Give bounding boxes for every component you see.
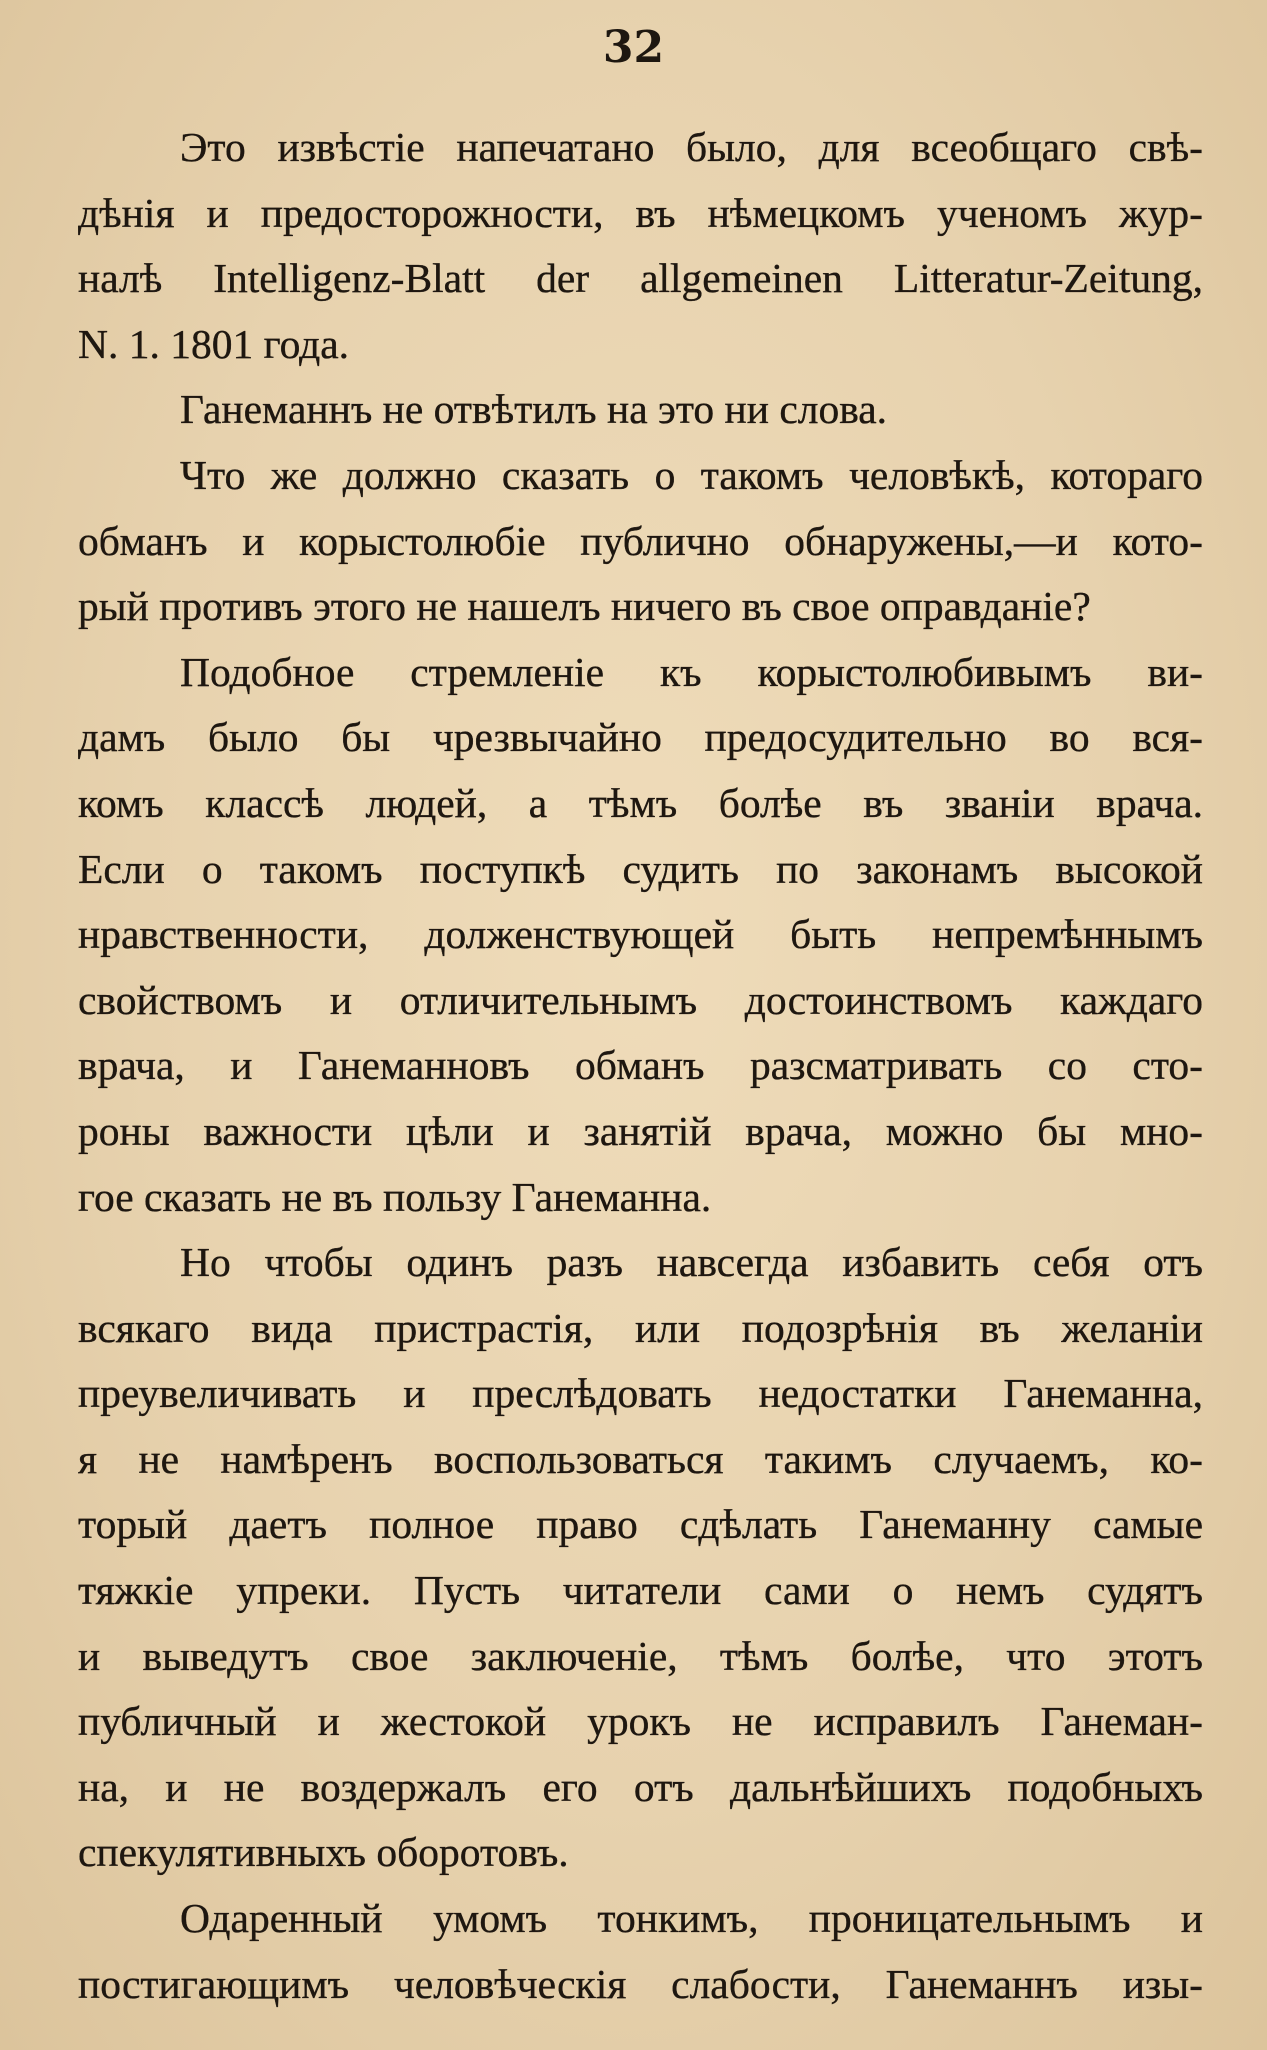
text-line: преувеличивать и преслѣдовать недостатки Ганеманна,	[78, 1370, 1203, 1417]
text-line: Подобное стремленіе къ корыстолюбивымъ ви-	[180, 648, 1203, 695]
text-line: Что же должно сказать о такомъ человѣкѣ, котораго	[180, 451, 1203, 498]
text-line: Одаренный умомъ тонкимъ, проницательнымъ и	[180, 1895, 1203, 1942]
text-line: Если о такомъ поступкѣ судить по законамъ высокой	[78, 845, 1203, 892]
text-line: врача, и Ганеманновъ обманъ разсматривать со сто-	[78, 1042, 1203, 1089]
page-number: 32	[602, 22, 665, 73]
text-line: и выведутъ свое заключеніе, тѣмъ болѣе, что этотъ	[78, 1632, 1203, 1679]
text-line: N. 1. 1801 года.	[78, 320, 350, 367]
text-line: публичный и жестокой урокъ не исправилъ Ганеман-	[78, 1698, 1203, 1745]
text-line: тяжкіе упреки. Пусть читатели сами о немъ судятъ	[78, 1567, 1203, 1614]
text-line: обманъ и корыстолюбіе публично обнаружены,—и кото-	[78, 517, 1203, 564]
text-line: постигающимъ человѣческія слабости, Ганеманнъ изы-	[78, 1960, 1203, 2007]
text-line: свойствомъ и отличительнымъ достоинствомъ каждаго	[78, 976, 1203, 1023]
text-line: дѣнія и предосторожности, въ нѣмецкомъ ученомъ жур-	[78, 189, 1203, 236]
body-text	[78, 115, 1203, 2017]
text-line: торый даетъ полное право сдѣлать Ганеманну самые	[78, 1501, 1203, 1548]
text-line: гое сказать не въ пользу Ганеманна.	[78, 1173, 712, 1220]
text-line: комъ классѣ людей, а тѣмъ болѣе въ званіи врача.	[78, 779, 1203, 826]
text-line: рый противъ этого не нашелъ ничего въ свое оправданіе?	[78, 583, 1091, 630]
text-line: нравственности, долженствующей быть непремѣннымъ	[78, 911, 1203, 958]
text-line: на, и не воздержалъ его отъ дальнѣйшихъ подобныхъ	[78, 1763, 1203, 1810]
text-line: налѣ Intelligenz-Blatt der allgemeinen Litteratur-Zeitung,	[78, 255, 1203, 302]
text-line: Это извѣстіе напечатано было, для всеобщаго свѣ-	[180, 124, 1203, 170]
text-line: роны важности цѣли и занятій врача, можно бы мно-	[78, 1107, 1203, 1154]
text-line: Но чтобы одинъ разъ навсегда избавить себя отъ	[180, 1239, 1203, 1286]
text-line: я не намѣренъ воспользоваться такимъ случаемъ, ко-	[78, 1435, 1203, 1482]
text-line: дамъ было бы чрезвычайно предосудительно во вся-	[78, 714, 1203, 761]
text-line: спекулятивныхъ оборотовъ.	[78, 1829, 569, 1876]
text-line: Ганеманнъ не отвѣтилъ на это ни слова.	[180, 386, 888, 433]
text-line: всякаго вида пристрастія, или подозрѣнія въ желаніи	[78, 1304, 1203, 1351]
